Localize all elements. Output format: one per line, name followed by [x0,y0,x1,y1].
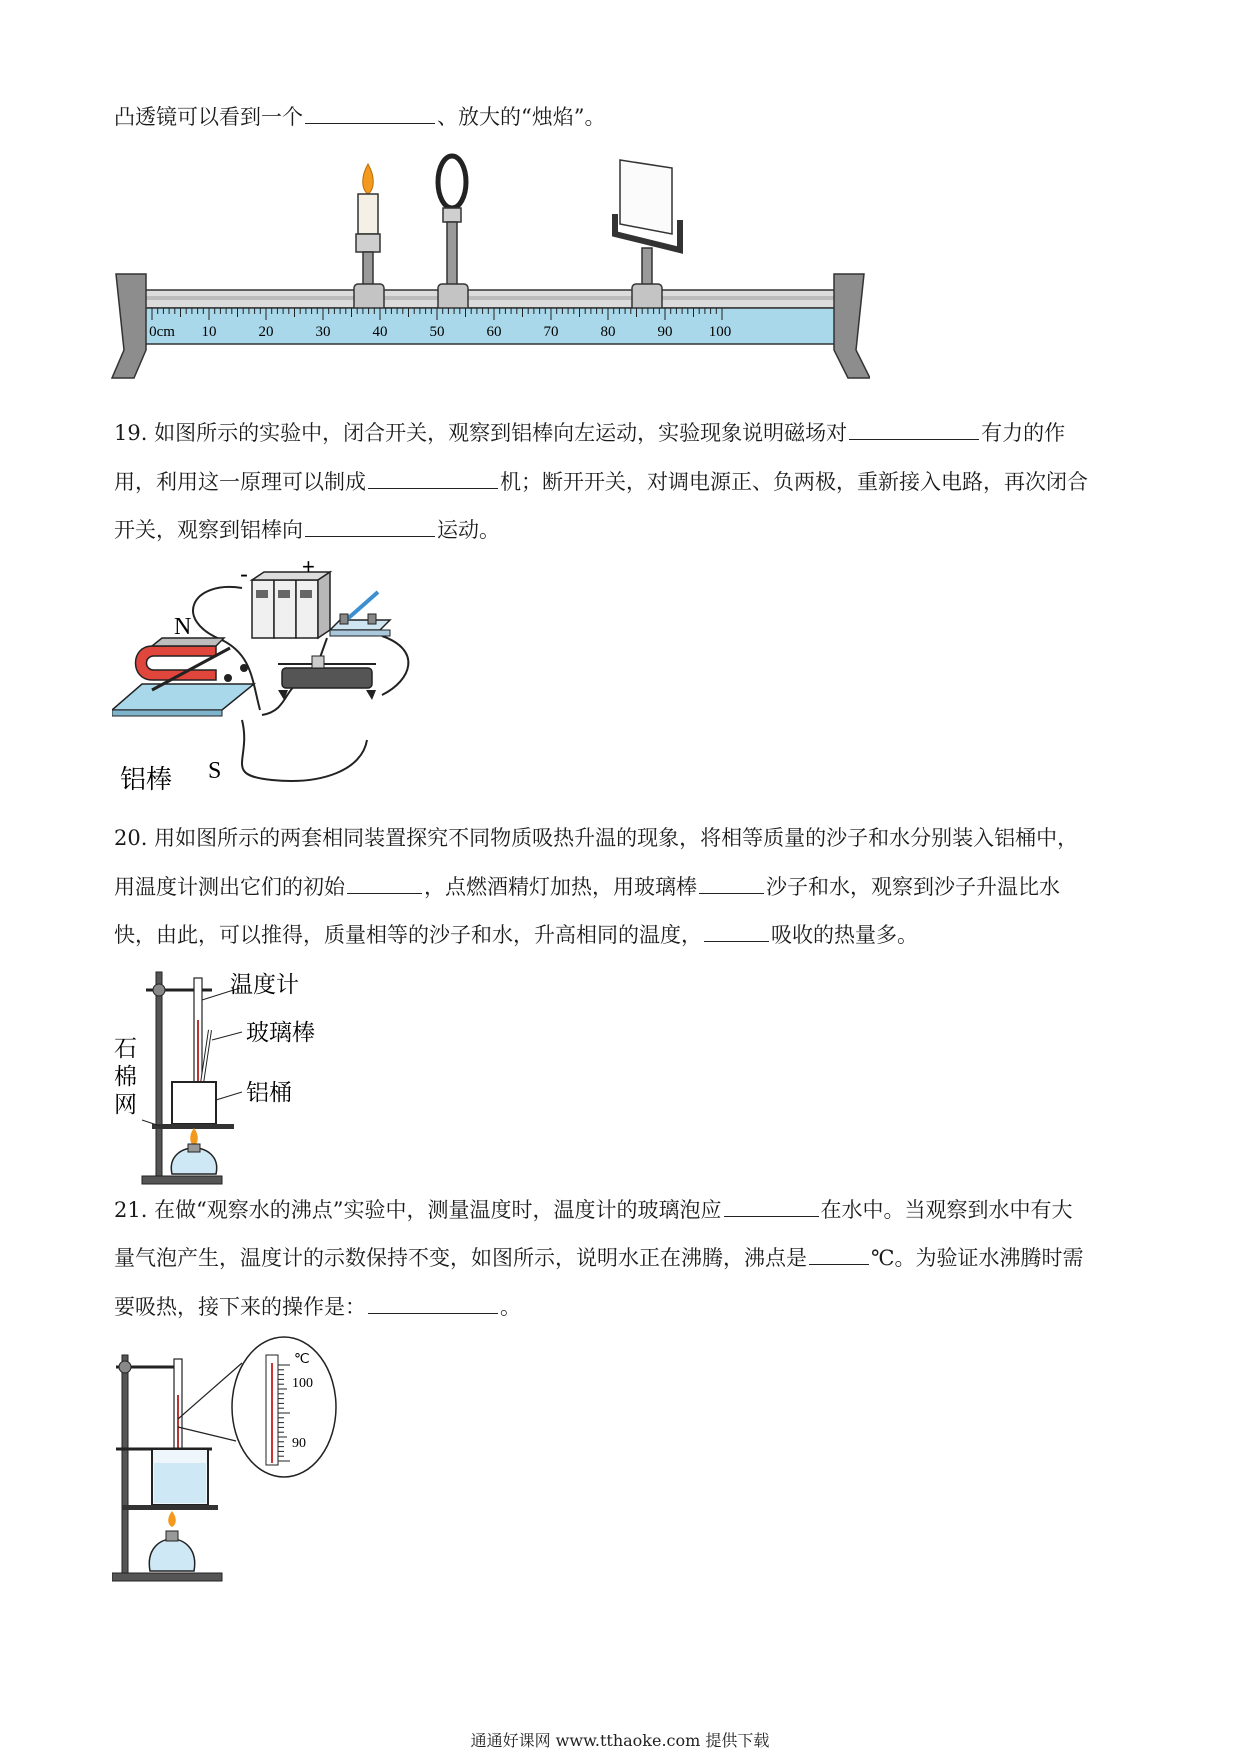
battery-icon [252,572,330,638]
q19-line-1 [114,418,1065,448]
q21-text-1a: 21. 在做“观察水的沸点”实验中，测量温度时，温度计的玻璃泡应 [114,1198,722,1222]
q21-line-3 [114,1292,521,1322]
q20-line-2 [114,872,1060,902]
rod-label: 铝棒 [120,765,173,795]
ruler-label-20: 20 [258,324,274,340]
ruler-label-50: 50 [429,324,445,340]
page-footer: 通通好课网 www.tthaoke.com 提供下载 [470,1731,770,1750]
q21-line-1 [114,1195,1073,1225]
q19-blank-2[interactable] [368,468,498,489]
magnet-north: N [174,614,192,640]
q19-line-3 [114,515,500,545]
q18-text-2: 、放大的“烛焰”。 [437,105,606,129]
heating-apparatus-figure [112,960,332,1190]
rheostat-icon [278,656,376,700]
convex-lens [438,156,466,292]
q19-text-1b: 有力的作 [981,421,1066,445]
q20-text-1: 20. 用如图所示的两套相同装置探究不同物质吸热升温的现象，将相等质量的沙子和水分别装入铝桶中， [114,826,1079,850]
boiling-apparatus-figure [112,1335,342,1585]
q21-text-1b: 在水中。当观察到水中有大 [820,1198,1073,1222]
q20-blank-2[interactable] [699,873,764,894]
ruler-label-100: 100 [708,324,732,340]
ruler-label-70: 70 [543,324,559,340]
q21-blank-2[interactable] [809,1244,869,1265]
zoom-label-100: 100 [292,1376,313,1391]
switch-icon [330,592,390,636]
q19-line-2 [114,467,1088,497]
ruler-label-80: 80 [600,324,616,340]
q20-text-2b: ，点燃酒精灯加热，用玻璃棒 [424,875,697,899]
ruler-label-40: 40 [372,324,388,340]
label-gauze-2: 棉 [114,1064,137,1090]
label-gauze-1: 石 [114,1036,137,1062]
ruler-label-10: 10 [201,324,217,340]
q19-blank-3[interactable] [305,516,435,537]
q20-line-1 [114,823,1078,853]
label-thermometer: 温度计 [230,972,299,998]
q21-line-2 [114,1243,1084,1273]
q18-tail-line [114,102,605,132]
q21-text-2a: 量气泡产生，温度计的示数保持不变，如图所示，说明水正在沸腾，沸点是 [114,1246,807,1270]
aluminum-bucket [172,1082,216,1124]
ruler-label-0: 0cm [149,324,175,340]
label-bucket: 铝桶 [246,1080,292,1106]
ruler-label-90: 90 [657,324,673,340]
q20-line-3 [114,920,918,950]
q20-text-2a: 用温度计测出它们的初始 [114,875,345,899]
label-glass-rod: 玻璃棒 [246,1020,315,1046]
label-gauze-3: 网 [114,1092,137,1118]
candle [356,164,380,292]
ruler-label-60: 60 [486,324,502,340]
light-screen [615,160,680,292]
q20-text-3a: 快，由此，可以推得，质量相等的沙子和水，升高相同的温度， [114,923,702,947]
q21-text-3b: 。 [500,1295,521,1319]
q18-blank[interactable] [305,103,435,124]
zoom-unit: ℃ [294,1352,310,1367]
q18-text-1: 凸透镜可以看到一个 [114,105,303,129]
magnet-circuit-figure [112,560,432,800]
q20-text-2c: 沙子和水，观察到沙子升温比水 [766,875,1060,899]
ruler-label-30: 30 [315,324,331,340]
q19-text-3a: 开关，观察到铝棒向 [114,518,303,542]
q21-text-3a: 要吸热，接下来的操作是： [114,1295,366,1319]
q21-text-2b: ℃。为验证水沸腾时需 [871,1246,1084,1270]
q20-text-3b: 吸收的热量多。 [771,923,918,947]
optical-bench-figure [110,150,870,395]
zoom-label-90: 90 [292,1436,306,1451]
q19-text-2a: 用，利用这一原理可以制成 [114,470,366,494]
q19-text-2b: 机；断开开关，对调电源正、负两极，重新接入电路，再次闭合 [500,470,1088,494]
q21-blank-1[interactable] [724,1196,819,1217]
battery-minus: - [240,561,248,588]
q19-blank-1[interactable] [849,419,979,440]
q20-blank-1[interactable] [347,873,422,894]
q21-blank-3[interactable] [368,1293,498,1314]
battery-plus: + [302,560,315,579]
q19-text-1a: 19. 如图所示的实验中，闭合开关，观察到铝棒向左运动，实验现象说明磁场对 [114,421,848,445]
q20-blank-3[interactable] [704,921,769,942]
q19-text-3b: 运动。 [437,518,500,542]
magnet-south: S [208,758,222,784]
